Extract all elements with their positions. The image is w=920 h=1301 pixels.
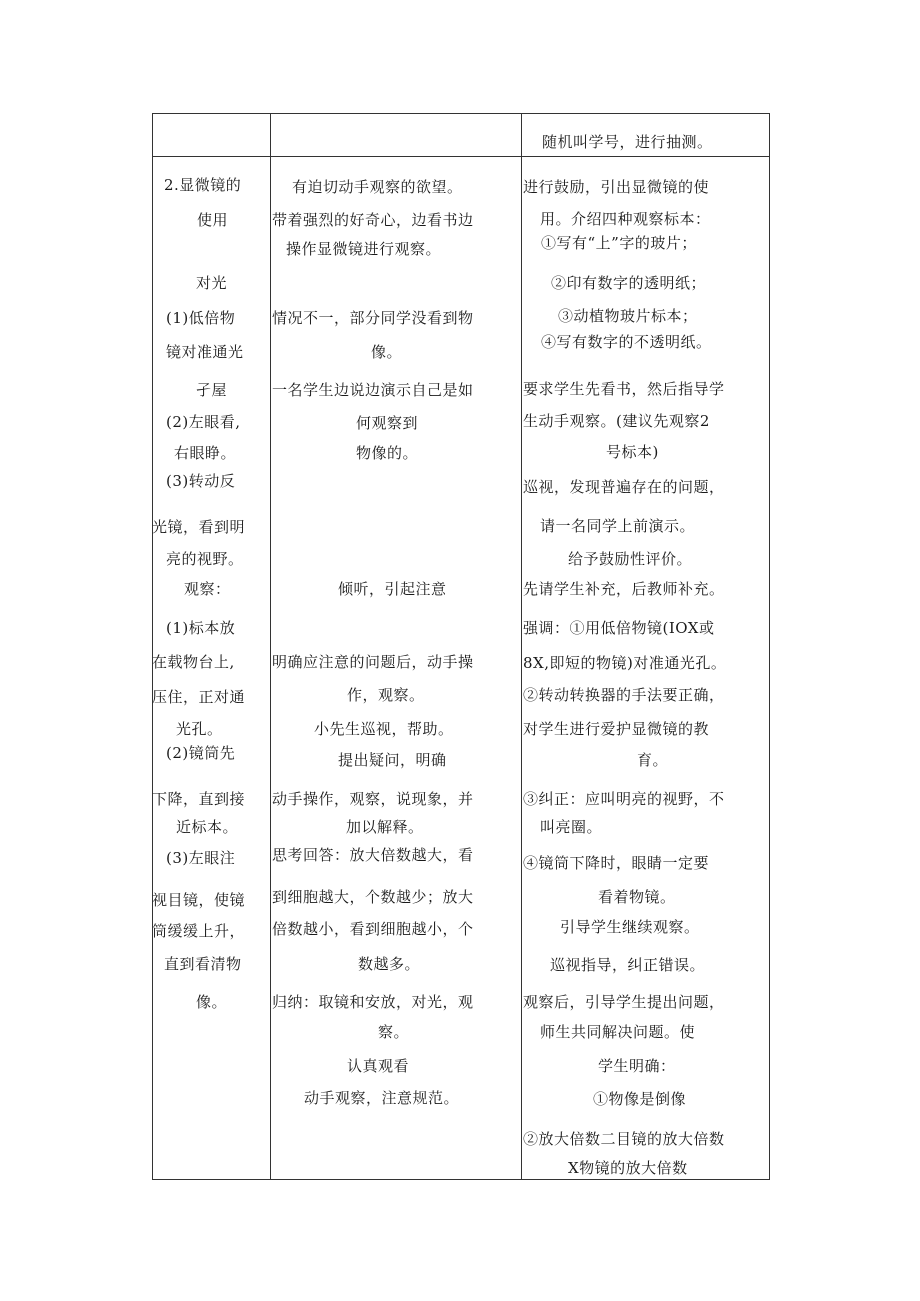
- student-line: 一名学生边说边演示自己是如: [272, 381, 474, 399]
- teacher-line: ②放大倍数二目镜的放大倍数: [523, 1130, 725, 1148]
- step-line: 视目镜，使镜: [152, 891, 246, 909]
- step-line: 使用: [197, 211, 229, 229]
- step-line: (2)镜筒先: [166, 744, 236, 762]
- step-line: 亮的视野。: [166, 550, 244, 568]
- teacher-line: 对学生进行爱护显微镜的教: [523, 720, 710, 738]
- student-line: 何观察到: [356, 414, 419, 432]
- student-line: 提出疑问，明确: [338, 751, 447, 769]
- teacher-line: 号标本): [606, 443, 659, 461]
- teacher-line: ③动植物玻片标本；: [558, 307, 698, 325]
- student-line: 操作显微镜进行观察。: [286, 240, 442, 258]
- student-line: 动手观察，注意规范。: [304, 1089, 460, 1107]
- student-line: 带着强烈的好奇心，边看书边: [272, 211, 474, 229]
- student-line: 动手操作，观察，说现象，并: [272, 790, 474, 808]
- student-line: 明确应注意的问题后，动手操: [272, 653, 474, 671]
- teacher-line: 请一名同学上前演示。: [540, 517, 696, 535]
- teacher-line: 师生共同解决问题。使: [540, 1023, 696, 1041]
- step-line: 2.显微镜的: [164, 176, 242, 194]
- teacher-line: ④写有数字的不透明纸。: [541, 333, 712, 351]
- step-line: 直到看清物: [164, 955, 242, 973]
- step-line: 右眼睁。: [174, 444, 237, 462]
- student-line: 像。: [371, 343, 403, 361]
- teacher-line: 观察后，引导学生提出问题，: [523, 993, 725, 1011]
- teacher-line: 生动手观察。(建议先观察2: [523, 412, 710, 430]
- column-divider-1: [270, 113, 271, 1180]
- step-line: (3)转动反: [166, 472, 236, 490]
- student-line: 思考回答：放大倍数越大，看: [272, 846, 474, 864]
- teacher-line: 先请学生补充，后教师补充。: [523, 580, 725, 598]
- step-line: 在载物台上,: [152, 653, 235, 671]
- step-line: 观察：: [184, 580, 231, 598]
- teacher-line: 进行鼓励，引出显微镜的使: [523, 178, 710, 196]
- step-line: 镜对准通光: [166, 343, 244, 361]
- teacher-line: 用。介绍四种观察标本：: [540, 210, 711, 228]
- student-line: 倍数越小，看到细胞越小，个: [272, 920, 474, 938]
- step-line: (1)低倍物: [166, 309, 236, 327]
- step-line: 光镜，看到明: [152, 518, 246, 536]
- teacher-line: X物镜的放大倍数: [568, 1159, 688, 1177]
- student-line: 数越多。: [358, 955, 421, 973]
- teacher-line: ②印有数字的透明纸；: [551, 274, 707, 292]
- teacher-line: 给予鼓励性评价。: [568, 550, 693, 568]
- step-line: 筒缓缓上升，: [152, 922, 246, 940]
- teacher-line: ④镜筒下降时，眼睛一定要: [523, 854, 710, 872]
- student-line: 归纳：取镜和安放，对光，观: [272, 993, 474, 1011]
- student-line: 到细胞越大，个数越少；放大: [272, 888, 474, 906]
- teacher-line: ③纠正：应叫明亮的视野，不: [523, 790, 725, 808]
- top-row-teacher-text: 随机叫学号，进行抽测。: [542, 133, 713, 151]
- teacher-line: 要求学生先看书，然后指导学: [523, 380, 725, 398]
- student-line: 有迫切动手观察的欲望。: [292, 178, 463, 196]
- student-line: 加以解释。: [346, 818, 424, 836]
- student-line: 认真观看: [347, 1057, 410, 1075]
- step-line: (1)标本放: [166, 619, 236, 637]
- column-divider-2: [521, 113, 522, 1180]
- step-line: (3)左眼注: [166, 849, 236, 867]
- student-line: 察。: [378, 1023, 410, 1041]
- student-line: 倾听，引起注意: [338, 580, 447, 598]
- student-line: 作，观察。: [347, 686, 425, 704]
- step-line: 光孔。: [176, 720, 223, 738]
- teacher-line: 学生明确：: [598, 1057, 676, 1075]
- teacher-line: ①写有“上”字的玻片；: [541, 234, 697, 252]
- step-line: 孑屋: [196, 381, 228, 399]
- student-line: 物像的。: [356, 444, 419, 462]
- teacher-line: 强调：①用低倍物镜(IOX或: [523, 619, 715, 637]
- teacher-line: 育。: [637, 751, 669, 769]
- teacher-line: 叫亮圈。: [540, 818, 603, 836]
- teacher-line: 看着物镜。: [598, 888, 676, 906]
- teacher-line: ②转动转换器的手法要正确，: [523, 686, 725, 704]
- student-line: 情况不一，部分同学没看到物: [272, 309, 474, 327]
- step-line: (2)左眼看,: [166, 413, 241, 431]
- step-line: 像。: [196, 993, 228, 1011]
- teacher-line: 8X,即短的物镜)对准通光孔。: [523, 654, 727, 672]
- teacher-line: ①物像是倒像: [593, 1090, 687, 1108]
- teacher-line: 巡视指导，纠正错误。: [550, 956, 706, 974]
- teacher-line: 引导学生继续观察。: [560, 918, 700, 936]
- row-divider: [152, 156, 770, 157]
- step-line: 下降，直到接: [152, 790, 246, 808]
- step-line: 压住，正对通: [152, 688, 246, 706]
- student-line: 小先生巡视，帮助。: [314, 720, 454, 738]
- step-line: 对光: [196, 274, 228, 292]
- step-line: 近标本。: [176, 818, 239, 836]
- teacher-line: 巡视，发现普遍存在的问题，: [523, 478, 725, 496]
